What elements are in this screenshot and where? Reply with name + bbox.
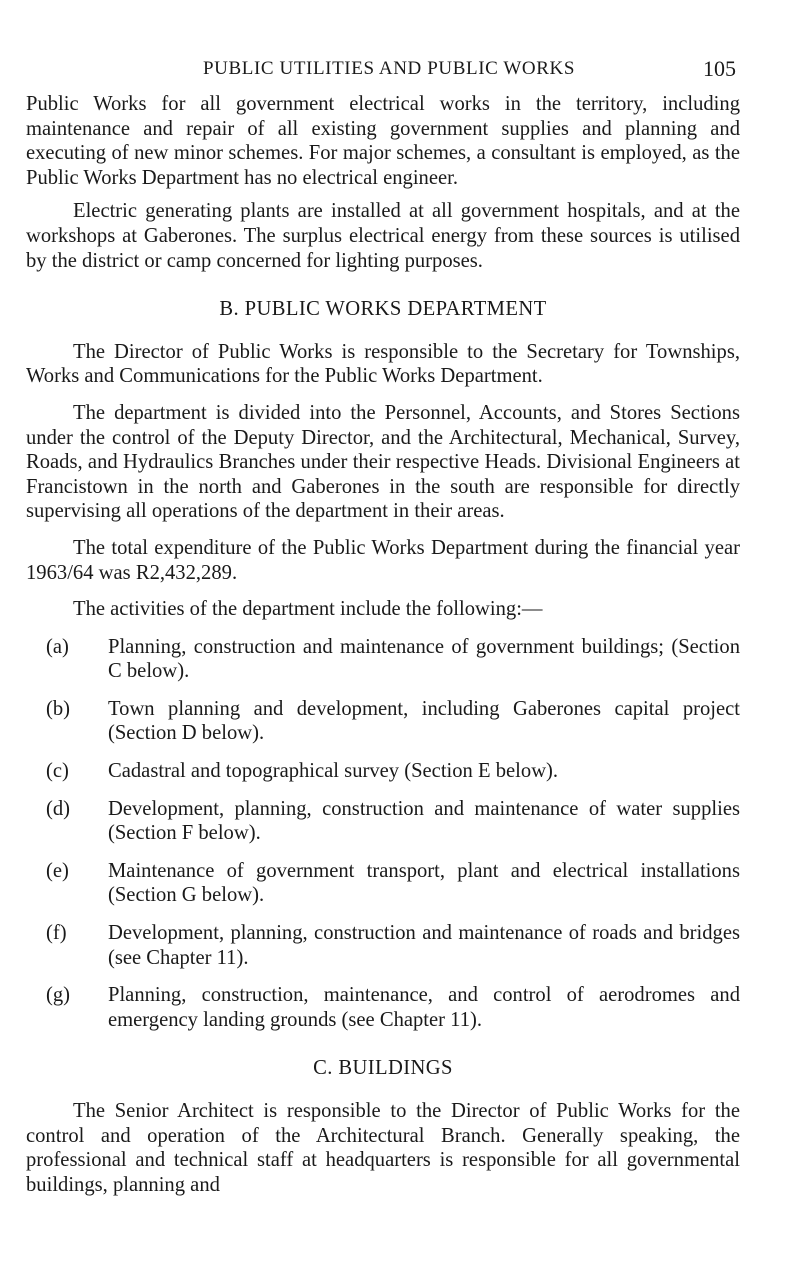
list-label: (c) xyxy=(46,760,69,783)
list-item-e xyxy=(26,859,740,908)
list-text: Development, planning, construction and maintenance of roads and bridges (see Chapter 11). xyxy=(108,922,740,969)
list-text: Maintenance of government transport, plant and electrical installations (Section G below). xyxy=(108,859,740,907)
list-text: Planning, construction, maintenance, and control of aerodromes and emergency landing grounds (see Chapter 11). xyxy=(108,984,740,1031)
list-item-a xyxy=(26,635,740,684)
list-item-c xyxy=(26,759,740,784)
list-label: (e) xyxy=(46,859,69,882)
section-heading-public-works: B. PUBLIC WORKS DEPARTMENT xyxy=(219,298,547,321)
paragraph-expenditure: The total expenditure of the Public Works Department during the financial year 1963/64 was R2,432,289. xyxy=(26,536,740,584)
page-body xyxy=(26,92,740,1197)
list-item-f xyxy=(26,921,740,970)
paragraph-generating-plants: Electric generating plants are installed at all government hospitals, and at the workshops at Gaberones. The surplus electrical energy from these sources is utilised by the district or camp concerned for lighting purposes. xyxy=(26,200,740,272)
list-text: Town planning and development, including Gaberones capital project (Section D below). xyxy=(108,697,740,745)
list-label: (d) xyxy=(46,797,71,820)
list-text: Development, planning, construction and maintenance of water supplies (Section F below). xyxy=(108,797,740,845)
list-label: (a) xyxy=(46,635,69,658)
paragraph-department-structure: The department is divided into the Personnel, Accounts, and Stores Sections under the control of the Deputy Director, and the Architectural, Mechanical, Survey, Roads, and Hydraulics Branches under their respective Heads. Divisional Engineers at Francistown in the north and Gaberones in the south are responsible for directly supervising all operations of the department in their areas. xyxy=(26,401,740,523)
list-text: Cadastral and topographical survey (Section E below). xyxy=(108,760,559,783)
list-item-g xyxy=(26,983,740,1032)
list-label: (b) xyxy=(46,697,71,720)
running-header: PUBLIC UTILITIES AND PUBLIC WORKS xyxy=(203,58,576,79)
paragraph-senior-architect: The Senior Architect is responsible to the Director of Public Works for the control and operation of the Architectural Branch. Generally speaking, the professional and technical staff at headquarters is responsible for all governmental buildings, planning and xyxy=(26,1100,740,1196)
list-label: (g) xyxy=(46,984,71,1007)
section-heading-buildings: C. BUILDINGS xyxy=(313,1057,453,1080)
paragraph-director: The Director of Public Works is responsible to the Secretary for Townships, Works and Communications for the Public Works Department. xyxy=(26,340,740,388)
paragraph-electrical-works: Public Works for all government electrical works in the territory, including maintenance and repair of all existing government supplies and planning and executing of new minor schemes. For major schemes, a consultant is employed, as the Public Works Department has no electrical engineer. xyxy=(26,93,740,189)
list-item-b xyxy=(26,697,740,746)
list-label: (f) xyxy=(46,922,67,945)
page-number: 105 xyxy=(703,56,736,81)
list-item-d xyxy=(26,797,740,846)
list-text: Planning, construction and maintenance of government buildings; (Section C below). xyxy=(108,635,740,683)
paragraph-activities-intro: The activities of the department include the following:— xyxy=(73,598,543,621)
